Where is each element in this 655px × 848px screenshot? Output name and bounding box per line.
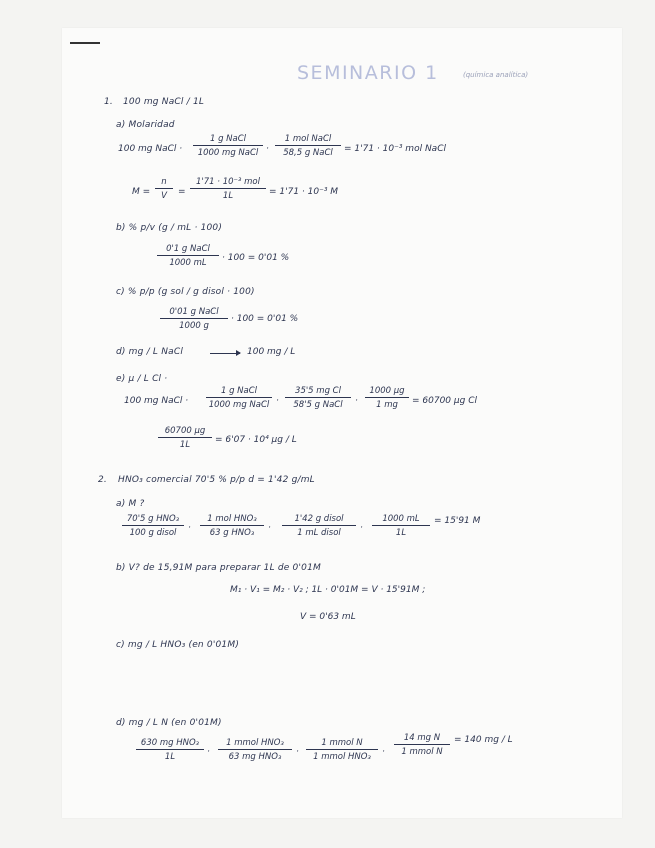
- q1e-fraction-4: 60700 µg 1L: [158, 426, 212, 450]
- q1a-molarity-result: = 1'71 · 10⁻³ M: [269, 187, 339, 197]
- q2a-fraction-2: 1 mol HNO₃ 63 g HNO₃: [200, 514, 264, 538]
- q1-given: 100 mg NaCl / 1L: [123, 97, 205, 107]
- q2b-equation: M₁ · V₁ = M₂ · V₂ ; 1L · 0'01M = V · 15'91M ;: [230, 585, 426, 595]
- q2d-dot-3: ·: [382, 747, 385, 757]
- q2d-result: = 140 mg / L: [454, 735, 513, 745]
- q1e-dot-1: ·: [276, 396, 279, 406]
- q2a-dot-1: ·: [188, 523, 191, 533]
- q2d-fraction-1: 630 mg HNO₃ 1L: [136, 738, 204, 762]
- q1e-label: e) µ / L Cl ·: [116, 374, 168, 384]
- q1e-result-2: = 6'07 · 10⁴ µg / L: [215, 435, 297, 445]
- q2d-dot-1: ·: [207, 747, 210, 757]
- q1e-fraction-1: 1 g NaCl 1000 mg NaCl: [206, 386, 272, 410]
- q2d-fraction-3: 1 mmol N 1 mmol HNO₃: [306, 738, 378, 762]
- q1a-result: = 1'71 · 10⁻³ mol NaCl: [344, 144, 446, 154]
- q1e-lhs: 100 mg NaCl ·: [124, 396, 189, 406]
- q2a-dot-2: ·: [268, 523, 271, 533]
- q2-given: HNO₃ comercial 70'5 % p/p d = 1'42 g/mL: [118, 475, 315, 485]
- q1-number: 1.: [104, 97, 113, 107]
- q1a-molarity-eq: =: [178, 187, 186, 197]
- q1a-label: a) Molaridad: [116, 120, 175, 130]
- q1a-molarity-fraction-2: 1'71 · 10⁻³ mol 1L: [190, 177, 266, 201]
- q2a-label: a) M ?: [116, 499, 145, 509]
- q1c-result: · 100 = 0'01 %: [231, 314, 299, 324]
- q1a-fraction-1: 1 g NaCl 1000 mg NaCl: [193, 134, 263, 158]
- q1e-dot-2: ·: [355, 396, 358, 406]
- q1a-molarity-lhs: M =: [132, 187, 151, 197]
- q1a-dot: ·: [266, 144, 269, 154]
- q1e-fraction-3: 1000 µg 1 mg: [365, 386, 409, 410]
- q2d-dot-2: ·: [296, 747, 299, 757]
- q2-number: 2.: [98, 475, 107, 485]
- q1a-fraction-2: 1 mol NaCl 58,5 g NaCl: [275, 134, 341, 158]
- q2a-fraction-4: 1000 mL 1L: [372, 514, 430, 538]
- q2a-fraction-3: 1'42 g disol 1 mL disol: [282, 514, 356, 538]
- corner-mark: [70, 42, 100, 44]
- q2d-fraction-4: 14 mg N 1 mmol N: [394, 733, 450, 757]
- q1c-fraction: 0'01 g NaCl 1000 g: [160, 307, 228, 331]
- q2a-fraction-1: 70'5 g HNO₃ 100 g disol: [122, 514, 184, 538]
- q2b-label: b) V? de 15,91M para preparar 1L de 0'01M: [116, 563, 321, 573]
- page-title: SEMINARIO 1: [297, 62, 439, 84]
- q2b-volume: V = 0'63 mL: [300, 612, 356, 622]
- q2d-label: d) mg / L N (en 0'01M): [116, 718, 222, 728]
- q1a-lhs: 100 mg NaCl ·: [118, 144, 183, 154]
- page-subtitle: (química analítica): [463, 71, 529, 79]
- q1d-result: 100 mg / L: [247, 347, 296, 357]
- q1b-result: · 100 = 0'01 %: [222, 253, 290, 263]
- q1a-molarity-fraction: n V: [155, 177, 173, 201]
- q1d-arrow-icon: [210, 353, 240, 354]
- q2d-fraction-2: 1 mmol HNO₃ 63 mg HNO₃: [218, 738, 292, 762]
- q2c-label: c) mg / L HNO₃ (en 0'01M): [116, 640, 240, 650]
- q1c-label: c) % p/p (g sol / g disol · 100): [116, 287, 255, 297]
- q1b-label: b) % p/v (g / mL · 100): [116, 223, 223, 233]
- q1d-label: d) mg / L NaCl: [116, 347, 184, 357]
- q2a-dot-3: ·: [360, 523, 363, 533]
- q1e-fraction-2: 35'5 mg Cl 58'5 g NaCl: [285, 386, 351, 410]
- q1b-fraction: 0'1 g NaCl 1000 mL: [157, 244, 219, 268]
- q1e-result: = 60700 µg Cl: [412, 396, 477, 406]
- q2a-result: = 15'91 M: [434, 516, 481, 526]
